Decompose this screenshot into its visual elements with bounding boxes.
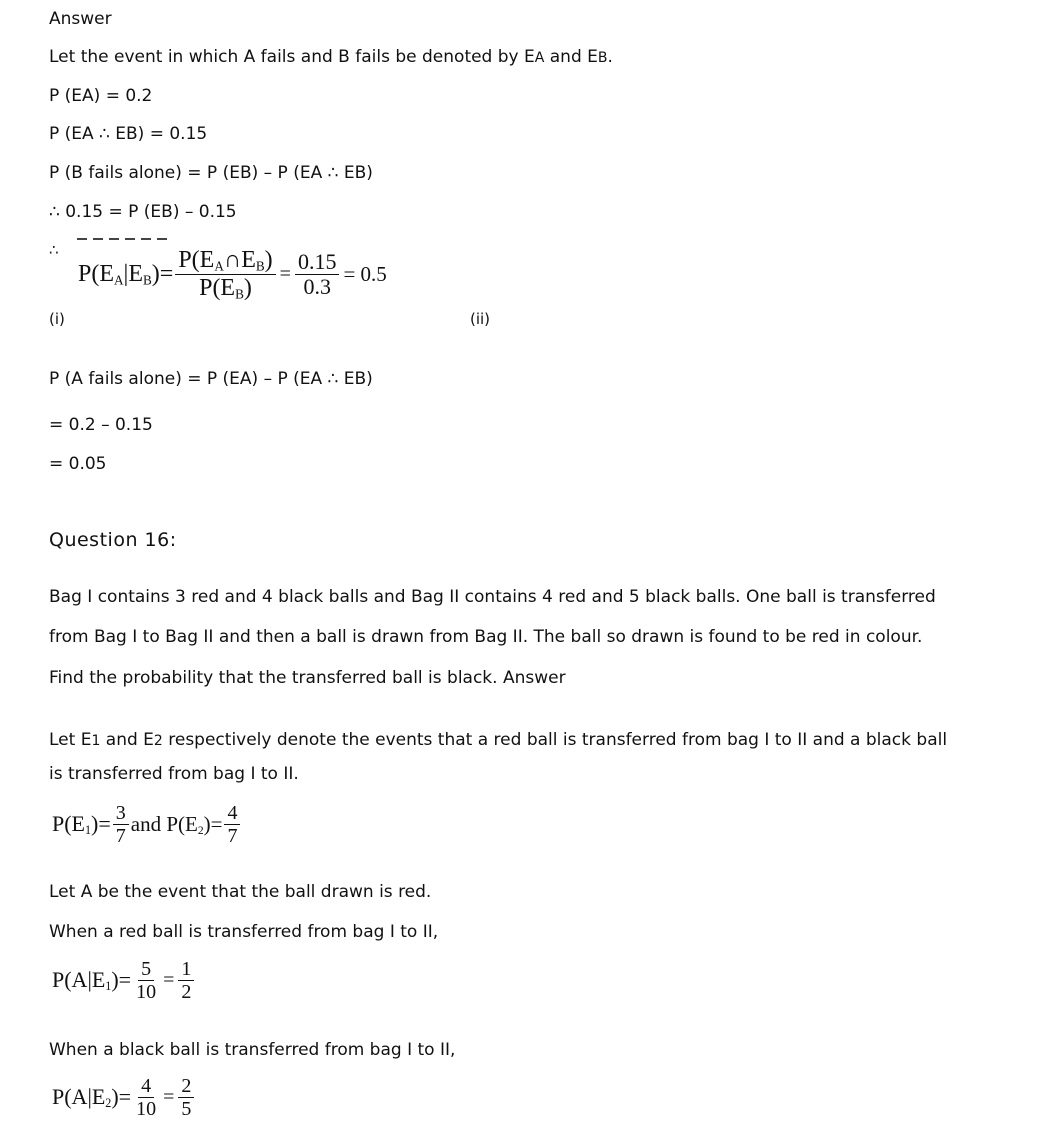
prior-lhs: $P(E_1)=$ xyxy=(52,810,111,837)
equation-line: ∴ 0.15 = P (EB) – 0.15 xyxy=(49,202,237,222)
intro-mid: and E xyxy=(544,47,598,67)
intro-sub-a: A xyxy=(534,50,545,66)
label-ii: (ii) xyxy=(470,310,491,328)
solution-line-2: is transferred from bag I to II. xyxy=(49,764,299,784)
question-line-1: Bag I contains 3 red and 4 black balls and Bag II contains 4 red and 5 black balls. One ball is transferred xyxy=(49,587,936,607)
eq-result: = 0.5 xyxy=(343,261,387,286)
likelihood-2-fraction-1: $\frac{4}{10}$ xyxy=(136,1075,157,1120)
eq-fraction-2: $\frac{0.15}{0.3}$ xyxy=(295,250,340,299)
faded-text-artifact xyxy=(77,238,187,244)
solution-line-4: When a red ball is transferred from bag I to II, xyxy=(49,922,439,942)
prior-equation xyxy=(52,802,242,847)
intro-text xyxy=(49,47,613,68)
intro-pre: Let the event in which A fails and B fails be denoted by E xyxy=(49,47,535,67)
eq-equals: = xyxy=(279,262,291,285)
solution-line-5: When a black ball is transferred from bag I to II, xyxy=(49,1040,456,1060)
result-line: = 0.05 xyxy=(49,454,107,474)
label-i: (i) xyxy=(49,310,65,328)
prior-fraction-2: $\frac{4}{7}$ xyxy=(224,802,240,847)
prior-mid: and $P(E_2)=$ xyxy=(130,812,223,837)
eq-lhs: $P(E_A|E_B)=$ xyxy=(78,260,174,287)
likelihood-equation-1: $P(A|E_1)=$ $\frac{5}{10}$ = $\frac{1}{2}$ xyxy=(52,958,196,1003)
question-title: Question 16: xyxy=(49,529,177,551)
eq-denominator: $P(E_B)$ xyxy=(199,274,252,302)
solution-line-1: Let E1 and E2 respectively denote the events that a red ball is transferred from bag I to II and a black ball xyxy=(49,730,948,750)
prob-ea: P (EA) = 0.2 xyxy=(49,86,153,106)
likelihood-equation-2: $P(A|E_2)=$ $\frac{4}{10}$ = $\frac{2}{5}$ xyxy=(52,1075,196,1120)
eq-fraction-1 xyxy=(175,247,275,302)
answer-heading: Answer xyxy=(49,9,112,29)
likelihood-2-lhs: $P(A|E_2)=$ xyxy=(52,1083,132,1110)
therefore-symbol: ∴ xyxy=(49,241,59,259)
intro-post: . xyxy=(607,47,613,67)
prob-b-fails-alone: P (B fails alone) = P (EB) – P (EA ∴ EB) xyxy=(49,163,373,183)
question-line-3: Find the probability that the transferred ball is black. Answer xyxy=(49,668,566,688)
conditional-equation xyxy=(78,247,389,302)
likelihood-1-lhs: $P(A|E_1)=$ xyxy=(52,966,132,993)
eq-numerator: $P(E_A\cap E_B)$ xyxy=(175,247,275,275)
prob-a-fails-alone: P (A fails alone) = P (EA) – P (EA ∴ EB) xyxy=(49,369,373,389)
subtraction-line: = 0.2 – 0.15 xyxy=(49,415,153,435)
intro-sub-b: B xyxy=(597,50,608,66)
prob-ea-eb: P (EA ∴ EB) = 0.15 xyxy=(49,124,208,144)
prior-fraction-1: $\frac{3}{7}$ xyxy=(113,802,129,847)
likelihood-2-fraction-2: $\frac{2}{5}$ xyxy=(178,1075,194,1120)
solution-line-3: Let A be the event that the ball drawn is red. xyxy=(49,882,432,902)
question-line-2: from Bag I to Bag II and then a ball is drawn from Bag II. The ball so drawn is found to be red in colour. xyxy=(49,627,923,647)
likelihood-1-fraction-1: $\frac{5}{10}$ xyxy=(136,958,157,1003)
likelihood-1-fraction-2: $\frac{1}{2}$ xyxy=(178,958,194,1003)
